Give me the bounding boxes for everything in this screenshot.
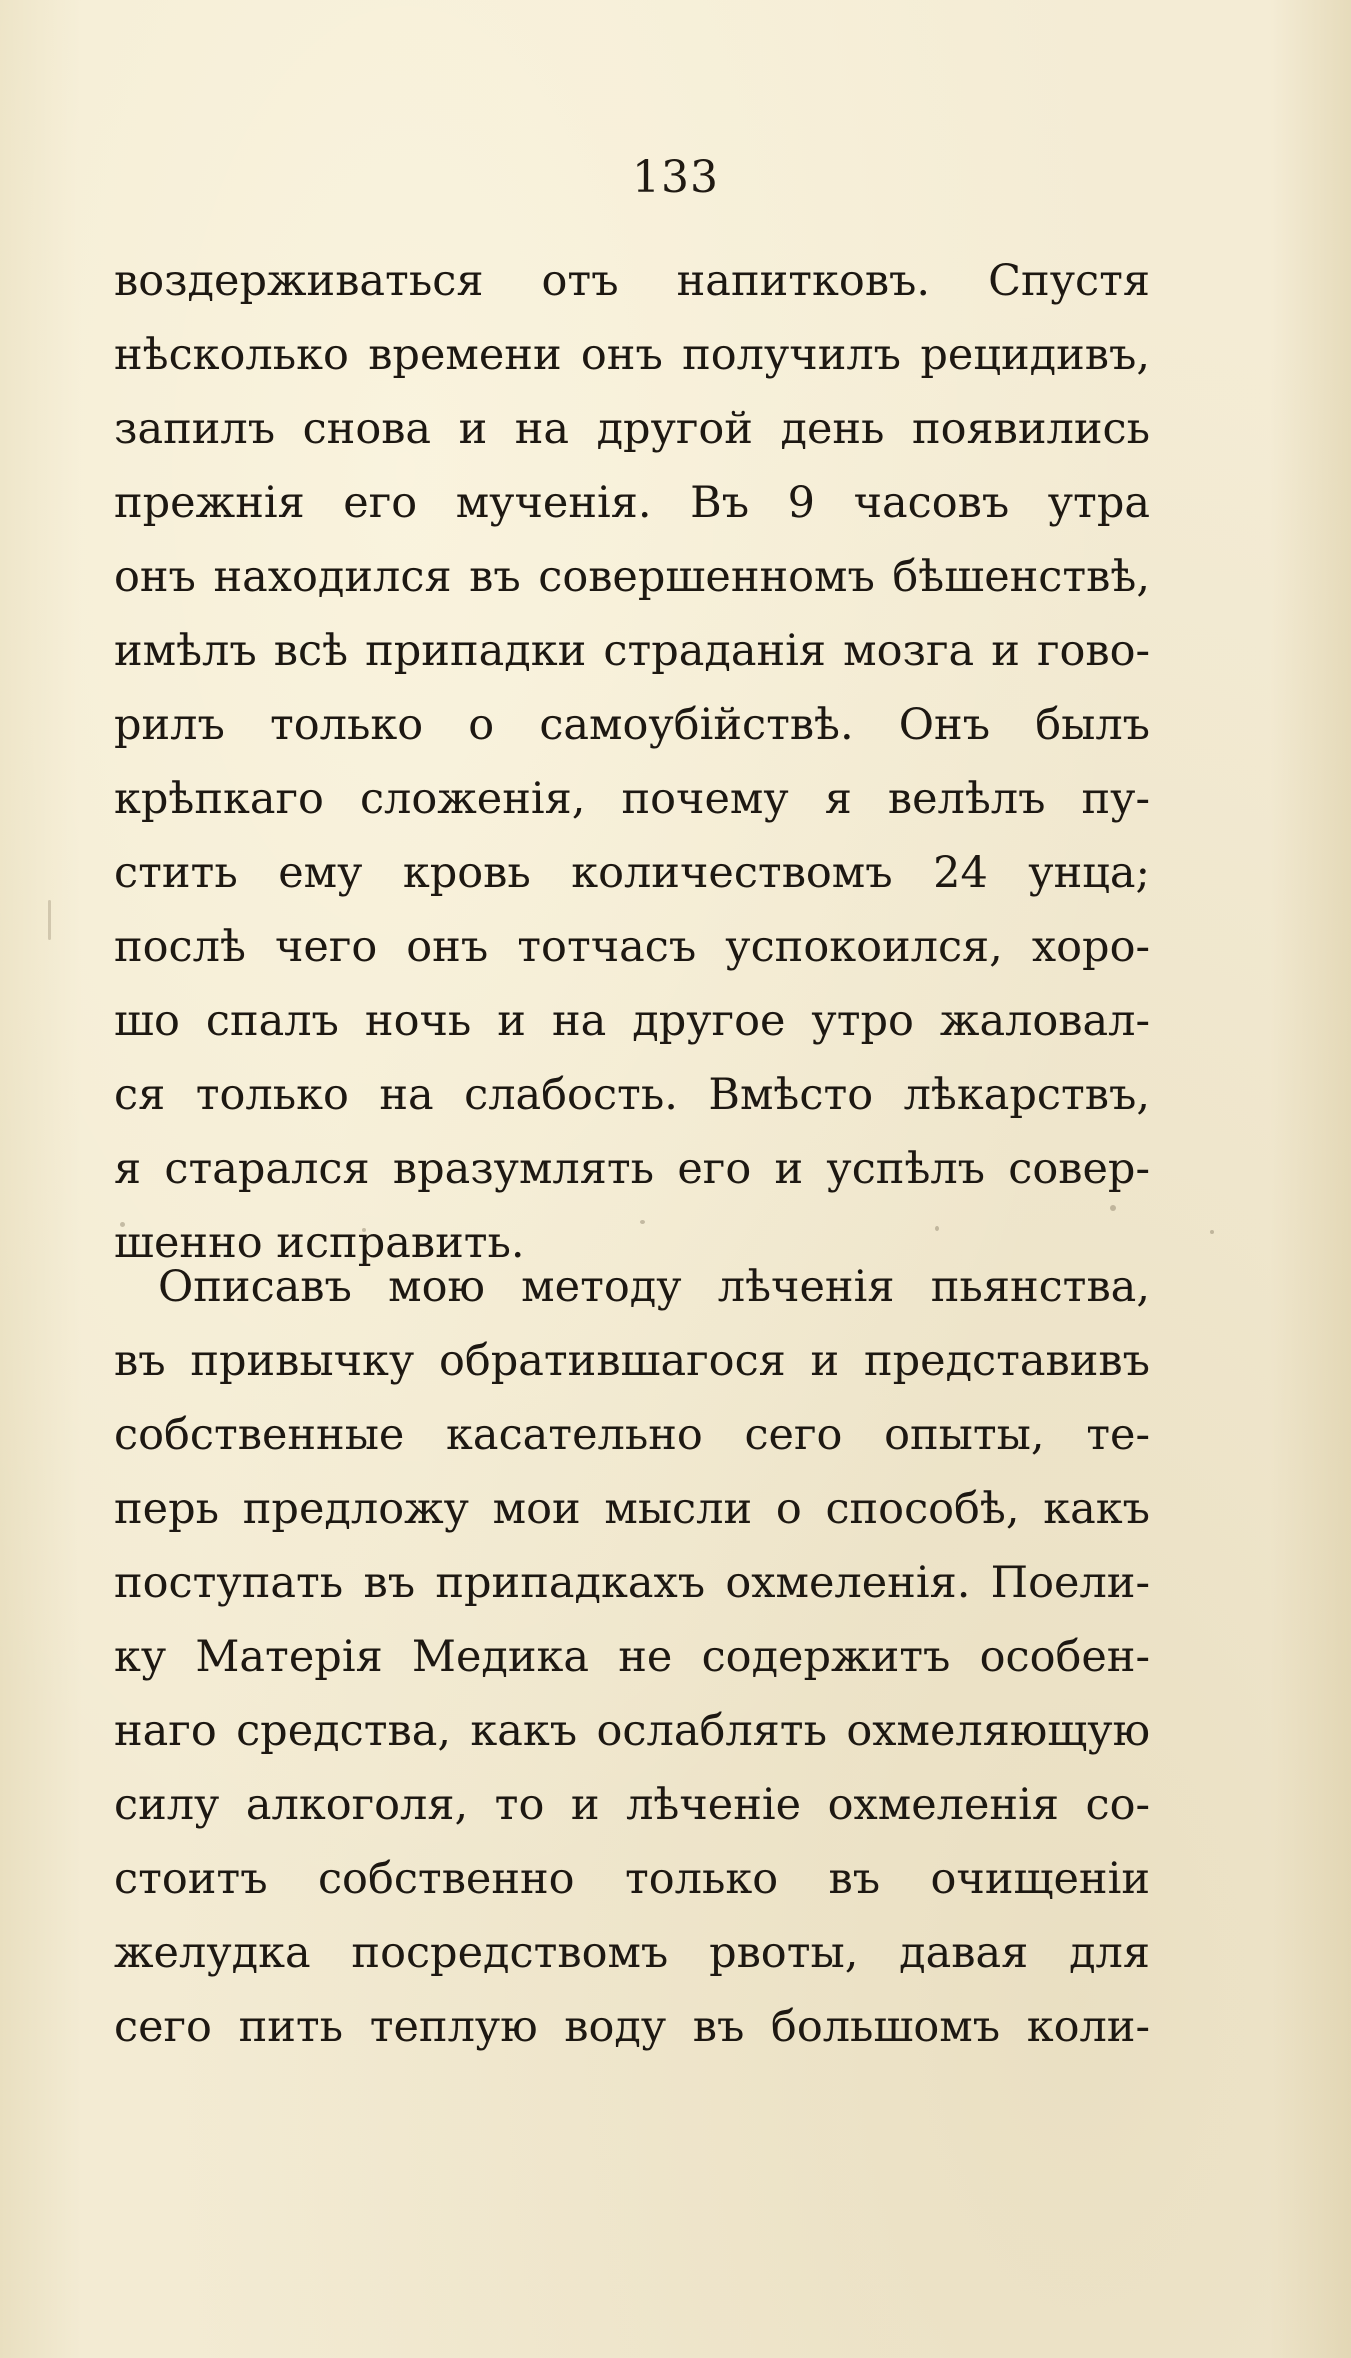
text-line: ку Матерія Медика не содержитъ особен-	[114, 1632, 1150, 1682]
text-line: имѣлъ всѣ припадки страданія мозга и гово-	[114, 626, 1150, 676]
text-line: стить ему кровь количествомъ 24 унца;	[114, 848, 1150, 898]
text-line: шо спалъ ночь и на другое утро жаловал-	[114, 996, 1150, 1046]
text-line: ся только на слабость. Вмѣсто лѣкарствъ,	[114, 1070, 1150, 1120]
text-line: перь предложу мои мысли о способѣ, какъ	[114, 1484, 1150, 1534]
text-line: сего пить теплую воду въ большомъ коли-	[114, 2002, 1150, 2052]
text-line: поступать въ припадкахъ охмеленія. Поели-	[114, 1558, 1150, 1608]
text-line: стоитъ собственно только въ очищеніи	[114, 1854, 1150, 1904]
text-line: силу алкоголя, то и лѣченіе охмеленія со-	[114, 1780, 1150, 1830]
page-number: 133	[632, 152, 719, 203]
text-line: послѣ чего онъ тотчасъ успокоился, хоро-	[114, 922, 1150, 972]
text-line: запилъ снова и на другой день появились	[114, 404, 1150, 454]
text-line: Описавъ мою методу лѣченія пьянства,	[158, 1262, 1150, 1312]
text-line: я старался вразумлять его и успѣлъ совер-	[114, 1144, 1150, 1194]
paragraph-2	[114, 1250, 1150, 2064]
paper-speck	[1110, 1205, 1116, 1211]
text-line: собственные касательно сего опыты, те-	[114, 1410, 1150, 1460]
text-line: воздерживаться отъ напитковъ. Спустя	[114, 256, 1150, 306]
text-line: крѣпкаго сложенія, почему я велѣлъ пу-	[114, 774, 1150, 824]
text-line: шенно исправить.	[114, 1218, 525, 1268]
paragraph-1	[114, 244, 1150, 1280]
text-line: въ привычку обратившагося и представивъ	[114, 1336, 1150, 1386]
paper-speck	[1210, 1230, 1214, 1234]
paper-speck	[362, 1228, 366, 1232]
text-line: прежнія его мученія. Въ 9 часовъ утра	[114, 478, 1150, 528]
text-line: наго средства, какъ ослаблять охмеляющую	[114, 1706, 1150, 1756]
paper-speck	[120, 1222, 125, 1227]
paper-speck	[48, 900, 51, 940]
paper-speck	[935, 1226, 939, 1231]
text-line: рилъ только о самоубійствѣ. Онъ былъ	[114, 700, 1150, 750]
text-line: нѣсколько времени онъ получилъ рецидивъ,	[114, 330, 1150, 380]
text-line: желудка посредствомъ рвоты, давая для	[114, 1928, 1150, 1978]
paper-speck	[640, 1220, 645, 1224]
text-line: онъ находился въ совершенномъ бѣшенствѣ,	[114, 552, 1150, 602]
